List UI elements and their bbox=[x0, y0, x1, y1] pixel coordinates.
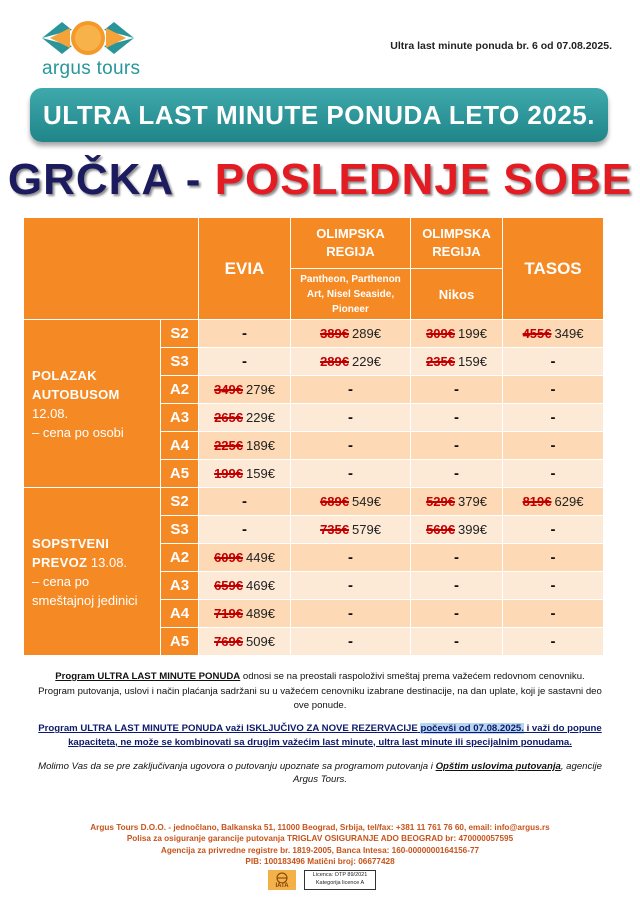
not-available: - bbox=[242, 521, 247, 538]
not-available: - bbox=[348, 605, 353, 622]
price-cell bbox=[411, 376, 503, 404]
note-program-title: Program ULTRA LAST MINUTE PONUDA bbox=[55, 671, 241, 682]
not-available: - bbox=[550, 521, 556, 538]
not-available: - bbox=[454, 549, 459, 566]
room-code: A5 bbox=[161, 628, 199, 656]
price-cell bbox=[503, 376, 604, 404]
col-evia: EVIA bbox=[199, 218, 291, 320]
old-price: 265€ bbox=[214, 410, 243, 425]
price-cell bbox=[291, 320, 411, 348]
price-cell bbox=[411, 404, 503, 432]
price-cell bbox=[411, 544, 503, 572]
new-price: 289€ bbox=[352, 326, 381, 341]
old-price: 455€ bbox=[522, 326, 552, 341]
new-price: 229€ bbox=[246, 410, 275, 425]
price-cell bbox=[411, 572, 503, 600]
group-title: POLAZAK bbox=[32, 367, 97, 383]
col-olimpska-1-hotels: Pantheon, Parthenon Art, Nisel Seaside, Pioneer bbox=[291, 269, 411, 320]
new-price: 199€ bbox=[458, 326, 487, 341]
not-available: - bbox=[454, 465, 459, 482]
note-validity-a: Program ULTRA LAST MINUTE PONUDA važi ISKLJUČIVO ZA NOVE REZERVACIJE bbox=[38, 723, 418, 735]
argus-logo bbox=[40, 18, 160, 80]
price-cell bbox=[291, 544, 411, 572]
group-note: – cena po bbox=[32, 573, 90, 589]
price-cell bbox=[291, 432, 411, 460]
brand-name: argus tours bbox=[42, 58, 141, 79]
old-price: 289€ bbox=[320, 354, 349, 369]
note-program bbox=[32, 670, 608, 683]
price-cell bbox=[503, 320, 604, 348]
price-cell bbox=[503, 544, 604, 572]
new-price: 449€ bbox=[246, 550, 275, 565]
not-available: - bbox=[348, 549, 353, 566]
old-price: 235€ bbox=[426, 354, 455, 369]
new-price: 469€ bbox=[246, 578, 275, 593]
old-price: 659€ bbox=[214, 578, 243, 593]
old-price: 225€ bbox=[214, 438, 243, 453]
not-available: - bbox=[454, 409, 459, 426]
old-price: 719€ bbox=[214, 606, 243, 621]
new-price: 189€ bbox=[246, 438, 275, 453]
not-available: - bbox=[550, 605, 556, 622]
footer-registry: Agencija za privredne registre br. 1819-2005, Banca Intesa: 160-0000000164156-77 bbox=[160, 845, 480, 855]
price-cell bbox=[199, 488, 291, 516]
note-validity bbox=[32, 722, 608, 749]
room-code: S2 bbox=[161, 488, 199, 516]
not-available: - bbox=[348, 409, 353, 426]
headline-subtitle: POSLEDNJE SOBE bbox=[214, 155, 633, 204]
group-title: PREVOZ bbox=[32, 554, 88, 570]
price-cell bbox=[503, 628, 604, 656]
price-cell bbox=[291, 404, 411, 432]
group-note: – cena po osobi bbox=[32, 424, 124, 440]
old-price: 735€ bbox=[320, 522, 349, 537]
price-cell bbox=[503, 488, 604, 516]
not-available: - bbox=[550, 465, 556, 482]
iata-label: IATA bbox=[275, 883, 289, 889]
not-available: - bbox=[348, 465, 353, 482]
old-price: 309€ bbox=[426, 326, 455, 341]
new-price: 399€ bbox=[458, 522, 487, 537]
price-cell bbox=[411, 600, 503, 628]
price-cell bbox=[503, 404, 604, 432]
price-cell bbox=[503, 516, 604, 544]
headline-country: GRČKA bbox=[7, 155, 173, 204]
group-date: 12.08. bbox=[32, 405, 69, 421]
price-cell bbox=[199, 432, 291, 460]
new-price: 579€ bbox=[352, 522, 381, 537]
price-cell bbox=[291, 376, 411, 404]
table-row bbox=[24, 320, 604, 348]
license-number: Licenca: OTP 89/2021 bbox=[312, 872, 368, 878]
license-box bbox=[304, 870, 376, 890]
old-price: 819€ bbox=[522, 494, 552, 509]
iata-logo bbox=[268, 870, 296, 890]
price-cell bbox=[291, 628, 411, 656]
price-cell bbox=[199, 572, 291, 600]
price-cell bbox=[411, 432, 503, 460]
old-price: 609€ bbox=[214, 550, 243, 565]
price-cell bbox=[411, 460, 503, 488]
col-olimpska-2-hotel: Nikos bbox=[411, 269, 503, 320]
old-price: 689€ bbox=[320, 494, 349, 509]
price-cell bbox=[503, 348, 604, 376]
price-cell bbox=[199, 376, 291, 404]
not-available: - bbox=[348, 577, 353, 594]
new-price: 509€ bbox=[246, 634, 275, 649]
footer-insurance: Polisa za osiguranje garancije putovanja TRIGLAV OSIGURANJE ADO BEOGRAD br: 470000057595 bbox=[126, 834, 514, 844]
old-price: 199€ bbox=[214, 466, 243, 481]
price-cell bbox=[503, 572, 604, 600]
not-available: - bbox=[550, 409, 556, 426]
note-validity-date: počevši od 07.08.2025. bbox=[420, 723, 524, 735]
notes bbox=[32, 670, 608, 787]
price-cell bbox=[199, 348, 291, 376]
headline-dash: - bbox=[185, 155, 202, 204]
new-price: 629€ bbox=[554, 494, 584, 509]
price-cell bbox=[503, 600, 604, 628]
table-row bbox=[24, 488, 604, 516]
iata-icon bbox=[268, 871, 296, 883]
not-available: - bbox=[454, 577, 459, 594]
price-cell bbox=[199, 628, 291, 656]
not-available: - bbox=[550, 437, 556, 454]
old-price: 529€ bbox=[426, 494, 455, 509]
price-rows bbox=[24, 320, 604, 656]
room-code: A4 bbox=[161, 432, 199, 460]
price-cell bbox=[291, 516, 411, 544]
price-cell bbox=[503, 432, 604, 460]
note-terms bbox=[32, 760, 608, 787]
not-available: - bbox=[242, 353, 247, 370]
table-corner bbox=[24, 218, 199, 320]
room-code: A3 bbox=[161, 404, 199, 432]
old-price: 389€ bbox=[320, 326, 349, 341]
col-tasos: TASOS bbox=[503, 218, 604, 320]
price-cell bbox=[199, 516, 291, 544]
not-available: - bbox=[454, 381, 459, 398]
general-terms-link[interactable]: Opštim uslovima putovanja bbox=[435, 761, 561, 773]
not-available: - bbox=[550, 633, 556, 650]
price-cell bbox=[411, 488, 503, 516]
room-code: A4 bbox=[161, 600, 199, 628]
footer-pib: PIB: 100183496 Matični broj: 06677428 bbox=[245, 857, 395, 867]
price-cell bbox=[291, 600, 411, 628]
not-available: - bbox=[348, 633, 353, 650]
offer-number: Ultra last minute ponuda br. 6 od 07.08.2025. bbox=[390, 40, 612, 52]
group-bus bbox=[24, 320, 161, 488]
not-available: - bbox=[454, 437, 459, 454]
new-price: 159€ bbox=[246, 466, 275, 481]
price-cell bbox=[411, 348, 503, 376]
old-price: 349€ bbox=[214, 382, 243, 397]
old-price: 569€ bbox=[426, 522, 455, 537]
not-available: - bbox=[550, 353, 556, 370]
price-cell bbox=[411, 320, 503, 348]
not-available: - bbox=[348, 437, 353, 454]
headline bbox=[0, 152, 640, 208]
license-category: Kategorija licence A bbox=[315, 880, 365, 886]
new-price: 229€ bbox=[352, 354, 381, 369]
room-code: S3 bbox=[161, 348, 199, 376]
new-price: 489€ bbox=[246, 606, 275, 621]
not-available: - bbox=[348, 381, 353, 398]
price-cell bbox=[291, 488, 411, 516]
price-cell bbox=[503, 460, 604, 488]
not-available: - bbox=[454, 633, 459, 650]
room-code: S3 bbox=[161, 516, 199, 544]
not-available: - bbox=[454, 605, 459, 622]
new-price: 159€ bbox=[458, 354, 487, 369]
footer bbox=[32, 822, 608, 868]
group-date: 13.08. bbox=[90, 554, 128, 570]
note-program-text: odnosi se na preostali raspoloživi smeštaj prema važećem redovnom cenovniku. bbox=[240, 671, 585, 682]
room-code: S2 bbox=[161, 320, 199, 348]
room-code: A2 bbox=[161, 544, 199, 572]
not-available: - bbox=[550, 549, 556, 566]
price-cell bbox=[199, 460, 291, 488]
room-code: A5 bbox=[161, 460, 199, 488]
col-olimpska-1: OLIMPSKA REGIJA bbox=[291, 218, 411, 269]
eye-sun-icon bbox=[40, 18, 136, 58]
price-cell bbox=[291, 348, 411, 376]
title-banner: ULTRA LAST MINUTE PONUDA LETO 2025. bbox=[30, 88, 608, 142]
new-price: 279€ bbox=[246, 382, 275, 397]
price-cell bbox=[199, 404, 291, 432]
price-cell bbox=[411, 628, 503, 656]
room-code: A3 bbox=[161, 572, 199, 600]
col-olimpska-2: OLIMPSKA REGIJA bbox=[411, 218, 503, 269]
price-cell bbox=[199, 544, 291, 572]
old-price: 769€ bbox=[214, 634, 243, 649]
price-cell bbox=[291, 572, 411, 600]
group-title: SOPSTVENI bbox=[32, 535, 110, 551]
note-validity-b: i važi do popune kapaciteta, ne može se kombinovati sa drugim važećim last minute, ultra last minute ili specijalnim ponudama. bbox=[68, 723, 602, 748]
room-code: A2 bbox=[161, 376, 199, 404]
new-price: 379€ bbox=[458, 494, 487, 509]
not-available: - bbox=[550, 381, 556, 398]
new-price: 549€ bbox=[352, 494, 381, 509]
price-cell bbox=[199, 600, 291, 628]
not-available: - bbox=[242, 325, 247, 342]
group-title: AUTOBUSOM bbox=[32, 386, 120, 402]
group-note: smeštajnoj jedinici bbox=[32, 592, 138, 608]
price-cell bbox=[291, 460, 411, 488]
price-cell bbox=[411, 516, 503, 544]
footer-address: Argus Tours D.O.O. - jednočlano, Balkanska 51, 11000 Beograd, Srbija, tel/fax: +381 11 761 76 60, email: info@argus.rs bbox=[90, 823, 550, 832]
price-cell bbox=[199, 320, 291, 348]
price-table bbox=[23, 217, 604, 656]
note-conditions: Program putovanja, uslovi i način plaćanja sadržani su u važećem cenovniku izabrane destinacije, na dan uplate, koji je sastavni deo ove ponude. bbox=[38, 686, 602, 711]
footer-badges bbox=[268, 870, 378, 892]
new-price: 349€ bbox=[554, 326, 584, 341]
not-available: - bbox=[550, 577, 556, 594]
not-available: - bbox=[242, 493, 247, 510]
note-terms-a: Molimo Vas da se pre zaključivanja ugovora o putovanju upoznate sa programom putovanja i bbox=[38, 761, 436, 773]
note-terms-c: , agencije Argus Tours. bbox=[292, 761, 602, 786]
group-own-transport bbox=[24, 488, 161, 656]
